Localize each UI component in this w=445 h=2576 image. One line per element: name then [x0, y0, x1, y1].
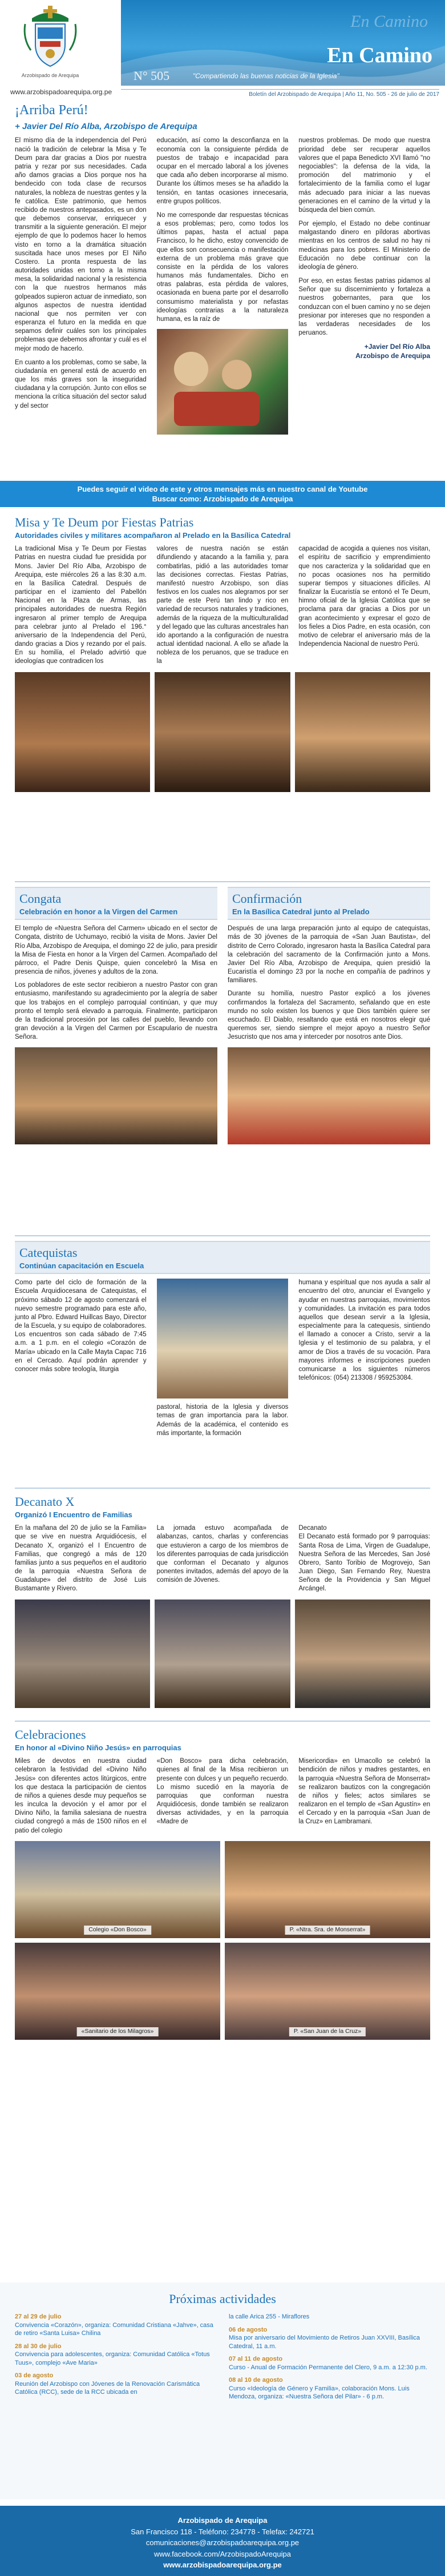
editorial-paragraph: educación, así como la desconfianza en la economía con la consiguiente pérdida de puestos de trabajo e incapacidad para ocupar en el mercado laboral a los jóvenes que cada año deben incorporarse al mismo. Durante los últimos meses se ha añadido la tensión, en tantas ocasiones innecesaria, entre grupos políticos.: [156, 137, 289, 205]
editorial-col-2: [157, 136, 289, 480]
decanato-title: Decanato X: [15, 1494, 75, 1509]
confirmacion-block: [228, 887, 430, 1144]
decanato-col-1: En la mañana del 20 de julio se la Familia» que se vive en nuestra Arquidiócesis, el Decanato X, organizó el I Encuentro de Familias, que congregó a más de 120 familias junto a sus pequeños en el auditorio de la parroquia «Nuestra Señora de Guadalupe» del distrito de José Luis Bustamante y Rivero.: [15, 1525, 147, 1593]
misa-photo-3: [295, 672, 430, 792]
celebraciones-title: Celebraciones: [15, 1727, 86, 1742]
misa-subtitle: Autoridades civiles y militares acompañaron al Prelado en la Basílica Catedral: [15, 531, 291, 540]
agenda-item: [15, 2313, 216, 2338]
agenda-item: [229, 2313, 430, 2321]
slogan: "Compartiendo las buenas noticias de la Iglesia": [193, 72, 339, 80]
editorial-paragraph: Por eso, en estas fiestas patrias pidamos al Señor que su discernimiento y fortaleza a nuestros gobernantes, para que los conduzcan con el buen camino y no se dejen presionar por intereses que no responden a las verdaderas necesidades de los peruanos.: [298, 278, 431, 337]
video-bar[interactable]: [0, 481, 445, 507]
video-bar-line1: Puedes seguir el video de este y otros mensajes más en nuestro canal de Youtube: [77, 485, 368, 493]
agenda-item: [229, 2326, 430, 2351]
photo-caption: Colegio «Don Bosco»: [84, 1926, 151, 1935]
agenda-title: Próximas actividades: [169, 2292, 276, 2306]
agenda-item: [15, 2372, 216, 2397]
editorial-col-3: [298, 136, 430, 480]
congata-subtitle: Celebración en honor a la Virgen del Carmen: [19, 907, 178, 917]
editorial-paragraph: En cuanto a los problemas, como se sabe, la ciudadanía en general está de acuerdo en que los más graves son la inseguridad ciudadana y la corrupción. Junto con ellos se menciona la crítica situación del sector salud y del sector: [15, 359, 147, 409]
decanato-col-3: Decanato El Decanato está formado por 9 parroquias: Santa Rosa de Lima, Virgen de Guadalupe, Nuestra Señora de las Mercedes, San José Obrero, Santo Toribio de Mogrovejo, San Juan Diego, San Fernando Rey, Nuestra Señora de la Providencia y San Miguel Arcángel.: [298, 1525, 431, 1593]
editorial-paragraph: Por ejemplo, el Estado no debe continuar malgastando dinero en píldoras abortivas mientras en los centros de salud no hay ni medicinas para los pobres. El Ministerio de Educación no debe continuar con la ideología de género.: [298, 220, 431, 271]
confirmacion-photo: [228, 1047, 430, 1144]
catequistas-section: [0, 1241, 445, 1443]
agenda-text: Misa por aniversario del Movimiento de Retiros Juan XXVIII, Basílica Catedral, 11 a.m.: [229, 2334, 420, 2350]
confirmacion-paragraph: Después de una larga preparación junto al equipo de catequistas, más de 30 jóvenes de la parroquia de «San Juan Bautista», del distrito de Cerro Colorado, ingresaron hasta la Basílica Catedral para la celebración del sacramento de la Confirmación junto a Mons. Javier Del Río Alba, Arzobispo de Arequipa, quien presidió la Eucaristía el domingo 23 por la noche en compañía de padrinos y familiares.: [228, 925, 430, 984]
editorial-section: [0, 102, 445, 480]
celebraciones-col-3: Misericordia» en Umacollo se celebró la bendición de niños y madres gestantes, en la parroquia «Nuestra Señora de Monserrat» se realizaron bautizos con la congregación de niños y fieles; actos similares se realizaron en el templo de «San Agustín» en el Cercado y en la parroquia «San Juan de la Cruz» en Lambramani.: [298, 1758, 431, 1826]
confirmacion-paragraph: Durante su homilía, nuestro Pastor explicó a los jóvenes confirmandos la fortaleza del Sacramento, señalando que en este mundo no solo existen los buenos y que Dios también quiere ser escuchado. El Diablo, resaltando que está en nosotros elegir qué queremos ser, siendo siempre el mejor apoyo a nuestro Señor Jesucristo que nos ama y interceder por nosotros ante Dios.: [228, 990, 430, 1041]
celebraciones-photo: [15, 1841, 220, 1938]
issue-subline: Boletín del Arzobispado de Arequipa | Año 11, No. 505 - 26 de julio de 2017: [121, 89, 439, 98]
misa-photo-1: [15, 672, 150, 792]
editorial-title: ¡Arriba Perú!: [15, 103, 88, 118]
newsletter-title: En Camino: [327, 43, 432, 67]
editorial-paragraph: nuestros problemas. De modo que nuestra prioridad debe ser recuperar aquellos valores que el papa Benedicto XVI llamó "no negociables": la defensa de la vida, la promoción del matrimonio y el fortalecimiento de la familia como el lugar más adecuado para iniciar a las nuevas generaciones en el camino de la virtud y la búsqueda del bien común.: [298, 137, 431, 214]
celebraciones-photo: [225, 1943, 430, 2040]
congata-paragraph: Los pobladores de este sector recibieron a nuestro Pastor con gran entusiasmo, manifestando su agradecimiento por la alegría de saber que los trabajos en el complejo parroquial continúan, y que muy pronto el templo será elevado a parroquia. Finalmente, participaron de la tradicional procesión por las calles del pueblo, llevando con gran devoción a la Virgen del Carmen por Escapulario de nuestra Señora.: [15, 982, 217, 1041]
misa-title: Misa y Te Deum por Fiestas Patrias: [15, 515, 194, 529]
editorial-author: + Javier Del Río Alba, Arzobispo de Arequipa: [15, 121, 197, 131]
confirmacion-subtitle: En la Basílica Catedral junto al Prelado: [232, 907, 370, 917]
agenda-text: la calle Arica 255 - Miraflores: [229, 2313, 310, 2321]
agenda-item: [15, 2342, 216, 2368]
archdiocese-logo: [13, 5, 88, 86]
agenda-date: 08 al 10 de agosto: [229, 2377, 283, 2384]
agenda-text: Convivencia «Corazón», organiza: Comunidad Cristiana «Jahve», casa de retiro «Santa Luisa» Chilina: [15, 2321, 213, 2337]
title-banner: [121, 0, 445, 86]
decanato-section: [0, 1493, 445, 1708]
congata-paragraph: El templo de «Nuestra Señora del Carmen» ubicado en el sector de Congata, distrito de Uchumayo, recibió la visita de Mons. Javier Del Río Alba, Arzobispo de Arequipa, el domingo 22 de julio, para presidir la Misa de Fiesta en honor a la Virgen del Carmen. Acompañado del párroco, el Padre Denis Quispe, quien concelebró la Misa en presencia de niños, jóvenes y adultos de la zona.: [15, 925, 217, 976]
editorial-photo: [157, 329, 289, 435]
logo-caption: Arzobispado de Arequipa: [21, 73, 79, 79]
agenda-date: 28 al 30 de julio: [15, 2342, 62, 2350]
misa-col-3: capacidad de acogida a quienes nos visitan, el espíritu de sacrificio y emprendimiento que nos caracteriza y la solidaridad que en no pocas ocasiones nos ha permitido superar tiempos y situaciones difíciles. Al finalizar la Eucaristía se entonó el Te Deum, himno oficial de la Iglesia Católica que se proclama para dar gracias a Dios por un gran acontecimiento y expresar el gozo de los fieles a Dios Padre, en esta ocasión, con motivo de celebrar el aniversario más de la Independencia Nacional de nuestro Perú.: [298, 545, 431, 648]
signature-name: +Javier Del Río Alba: [364, 343, 431, 351]
footer-email[interactable]: comunicaciones@arzobispadoarequipa.org.pe: [145, 2538, 300, 2547]
celebraciones-photo: [225, 1841, 430, 1938]
agenda-item: [229, 2376, 430, 2401]
photo-caption: P. «Ntra. Sra. de Monserrat»: [285, 1926, 370, 1935]
agenda-date: 03 de agosto: [15, 2372, 54, 2380]
section-divider: [15, 1235, 430, 1236]
coat-of-arms-icon: [21, 5, 80, 69]
congata-block: [15, 887, 217, 1144]
footer-web[interactable]: www.arzobispadoarequipa.org.pe: [163, 2561, 282, 2569]
section-divider: [15, 1488, 430, 1489]
misa-col-1: La tradicional Misa y Te Deum por Fiestas Patrias en nuestra ciudad fue presidida por Mons. Javier Del Río Alba, Arzobispo de Arequipa, este miércoles 26 a las 8:30 a.m. en la Basílica Catedral. Después de participar en el izamiento del Pabellón Nacional en la Plaza de Armas, las principales autoridades de nuestra Región ingresaron al primer templo de Arequipa para celebrar junto al Prelado el 196.° aniversario de la Independencia del Perú, dando gracias a Dios y rezando por el país. En su homilía, el Prelado advirtió que ideologías que contradicen los: [15, 545, 147, 665]
congata-title: Congata: [19, 891, 62, 906]
footer-address: San Francisco 118 - Teléfono: 234778 - Telefax: 242721: [131, 2527, 314, 2536]
congata-photo: [15, 1047, 217, 1144]
agenda-text: Reunión del Arzobispo con Jóvenes de la Renovación Carismática Católica (RCC), sede de la RCC ubicada en: [15, 2380, 200, 2396]
photo-caption: P. «San Juan de la Cruz»: [289, 2027, 366, 2036]
catequistas-paragraph: pastoral, historia de la Iglesia y diversos temas de gran importancia para la labor. Además de la académica, el contenido es más importante, la formación: [156, 1404, 289, 1437]
catequistas-col-1: Como parte del ciclo de formación de la Escuela Arquidiocesana de Catequistas, el próximo sábado 12 de agosto comenzará el nuevo semestre programado para este año, junto al Pbro. Edward Huillcas Bayo, Director de la Escuela, y su equipo de colaboradores. Los encuentros son cada sábado de 7:45 a.m. a 1 p.m. en el colegio «Corazón de María» ubicado en la Calle Mayta Capac 716 en el Cercado. Aquí podrán aprender y conocer más sobre teología, liturgia: [15, 1279, 147, 1373]
photo-caption: «Sanitario de los Milagros»: [77, 2027, 159, 2036]
decanato-photo-3: [295, 1600, 430, 1708]
editorial-col-1: [15, 136, 147, 480]
celebraciones-col-1: Miles de devotos en nuestra ciudad celebraron la festividad del «Divino Niño Jesús» con diferentes actos litúrgicos, entre los que destaca la participación de cientos de niños a quienes desde muy pequeños se les inculca la devoción y el amor por el Divino Niño, la familia salesiana de nuestra ciudad congregó a más de 1500 niños en el patio del colegio: [15, 1758, 147, 1834]
agenda-date: 27 al 29 de julio: [15, 2313, 62, 2321]
congata-confirmacion-section: [0, 887, 445, 1144]
confirmacion-title: Confirmación: [232, 891, 302, 906]
photo-placeholder-icon: [157, 329, 289, 435]
header: [0, 0, 445, 97]
misa-col-2: valores de nuestra nación se están difundiendo y atacando a la familia y, para combatirlas, pidió a las autoridades tomar las decisiones correctas. Fiestas Patrias, manifestó nuestro Arzobispo, son días festivos en los cuales nos alegramos por ser parte de este Perú tan lindo y rico en variedad de recursos naturales y tradiciones, además de la riqueza de la multiculturalidad y del legado que las culturas ancestrales han ido aportando a la configuración de nuestra actual identidad nacional. A ello se añade la nobleza de los peruanos, que se traduce en la: [156, 545, 289, 665]
footer-facebook[interactable]: www.facebook.com/ArzobispadoArequipa: [154, 2549, 291, 2558]
decanato-photo-1: [15, 1600, 150, 1708]
footer-name: Arzobispado de Arequipa: [177, 2516, 268, 2525]
misa-photo-2: [155, 672, 290, 792]
signature-title: Arzobispo de Arequipa: [355, 352, 431, 360]
celebraciones-col-2: «Don Bosco» para dicha celebración, quienes al final de la Misa recibieron un presente con dulces y un pequeño recuerdo. Lo mismo sucedió en la mayoría de parroquias que conforman nuestra Arquidiócesis, donde también se realizaron diversas actividades, y en la parroquia «Madre de: [156, 1758, 289, 1826]
banner-watermark: En Camino: [350, 12, 428, 31]
agenda-text: Curso - Anual de Formación Permanente del Clero, 9 a.m. a 12:30 p.m.: [229, 2364, 427, 2371]
video-bar-line2: Buscar como: Arzobispado de Arequipa: [152, 495, 293, 504]
celebraciones-section: [0, 1726, 445, 2040]
celebraciones-subtitle: En honor al «Divino Niño Jesús» en parroquias: [15, 1743, 181, 1753]
agenda-item: [229, 2355, 430, 2372]
agenda-col-left: [15, 2313, 216, 2406]
editorial-paragraph: El mismo día de la independencia del Perú nació la tradición de celebrar la Misa y Te Deum para dar gracias a Dios por nuestra patria y rezar por sus necesidades. Cada año damos gracias a Dios porque nos ha bendecido con toda clase de recursos naturales, la nobleza de nuestras gentes y la fe católica. Este patrimonio, que hemos recibido de nuestros antepasados, es un don que debemos conservar, enriquecer y transmitir a la siguiente generación. El mejor ejemplo de que lo podemos hacer lo hemos visto en torno a la dramática situación suscitada hace unos meses por El Niño Costero. La pronta respuesta de las autoridades unidas en torno a la misma mesa, la solidaridad nacional y la resistencia con la que nuestros hermanos más golpeados supieron actuar de inmediato, son algunos aspectos de nuestra identidad nacional que nos permiten ver con esperanza el futuro en la medida en que sepamos definir cuáles son los principales problemas que debemos afrontar y cuál es el mejor modo de hacerlo.: [15, 137, 147, 352]
agenda-col-right: [229, 2313, 430, 2406]
agenda-date: 07 al 11 de agosto: [229, 2356, 283, 2363]
issue-number: N° 505: [134, 69, 170, 83]
misa-section: [0, 514, 445, 792]
footer: [0, 2506, 445, 2576]
catequistas-col-2: [157, 1279, 289, 1443]
agenda-text: Curso «Ideología de Género y Familia», colaboración Mons. Luis Mendoza, organiza: «Nuestra Señora del Pilar» - 6 p.m.: [229, 2385, 410, 2401]
decanato-photo-2: [155, 1600, 290, 1708]
catequistas-photo: [157, 1279, 289, 1398]
catequistas-title: Catequistas: [19, 1245, 78, 1260]
agenda-date: 06 de agosto: [229, 2326, 268, 2333]
catequistas-col-3: humana y espiritual que nos ayuda a salir al encuentro del otro, anunciar el Evangelio y ayudar en nuestras parroquias, movimientos y comunidades. La invitación es para todos aquellos que desean servir a la Iglesia, especialmente para la catequesis, sintiendo el llamado a conocer a Cristo, servir a la Iglesia y el testimonio de su palabra, y el amor de Dios a través de su vocación. Para mayores informes e inscripciones pueden comunicarse a los siguientes números telefónicos: (054) 213308 / 959253084.: [298, 1279, 431, 1382]
decanato-col-2: La jornada estuvo acompañada de alabanzas, cantos, charlas y conferencias que estuvieron a cargo de los miembros de los diferentes parroquias de cada jurisdicción que conforman el Decanato y algunos ponentes invitados, además del apoyo de la comisión de Jóvenes.: [156, 1525, 289, 1584]
section-divider: [15, 1721, 430, 1722]
website-link[interactable]: www.arzobispadoarequipa.org.pe: [10, 88, 112, 96]
celebraciones-photo: [15, 1943, 220, 2040]
editorial-paragraph: No me corresponde dar respuestas técnicas a esos problemas; pero, como todos los últimos papas, hasta el actual papa Francisco, lo he dicho, estoy convencido de que ellos son consecuencia o manifestación externa de un problema más grave que consiste en la pérdida de los valores humanos más fundamentales. Dicho en otras palabras, esta pérdida de valores, ocasionada en buena parte por el desarrollo consumismo materialista y por nefastas ideologías contrarias a la naturaleza humana, es la raíz de: [156, 211, 289, 323]
section-divider: [15, 881, 430, 882]
catequistas-subtitle: Continúan capacitación en Escuela: [19, 1261, 144, 1271]
agenda-text: Convivencia para adolescentes, organiza: Comunidad Católica «Totus Tuus», complejo «Ave Maria»: [15, 2351, 210, 2366]
decanato-subtitle: Organizó I Encuentro de Familias: [15, 1510, 132, 1520]
agenda-section: [0, 2282, 445, 2499]
